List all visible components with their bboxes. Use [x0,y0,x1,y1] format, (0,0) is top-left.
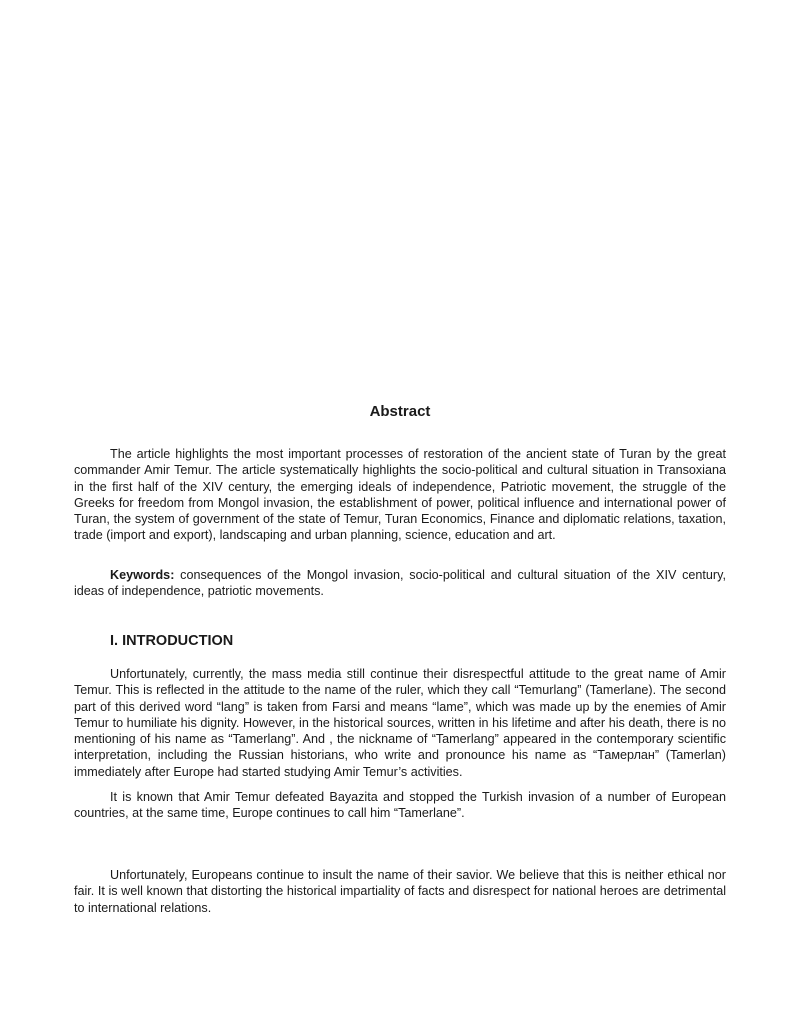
introduction-heading: I. INTRODUCTION [110,633,234,649]
abstract-title: Abstract [369,403,431,420]
keywords-paragraph [74,567,726,600]
introduction-paragraph-3: Unfortunately, Europeans continue to insult the name of their savior. We believe that this is neither ethical nor fair. It is well known that distorting the historical impartiality of facts and disrespect for national heroes are detrimental to international relations. [74,868,726,915]
keywords-label: Keywords: [110,568,175,582]
introduction-paragraph-2: It is known that Amir Temur defeated Bayazita and stopped the Turkish invasion of a number of European countries, at the same time, Europe continues to call him “Tamerlane”. [74,790,726,821]
keywords-text: consequences of the Mongol invasion, socio-political and cultural situation of the XIV century, ideas of independence, patriotic movements. [74,568,726,599]
abstract-paragraph: The article highlights the most important processes of restoration of the ancient state of Turan by the great commander Amir Temur. The article systematically highlights the socio-political and cultural situation in Transoxiana in the first half of the XIV century, the emerging ideals of independence, Patriotic movement, the struggle of the Greeks for freedom from Mongol invasion, the establishment of power, political influence and international power of Turan, the system of government of the state of Temur, Turan Economics, Finance and diplomatic relations, taxation, trade (import and export), landscaping and urban planning, science, education and art. [74,447,726,543]
introduction-paragraph-1: Unfortunately, currently, the mass media still continue their disrespectful attitude to the great name of Amir Temur. This is reflected in the attitude to the name of the ruler, which they call “Temurlang” (Tamerlane). The second part of this derived word “lang” is taken from Farsi and means “lame”, which was made up by the enemies of Amir Temur to humiliate his dignity. However, in the historical sources, written in his lifetime and after his death, there is no mentioning of his name as “Tamerlang”. And , the nickname of “Tamerlang” appeared in the contemporary scientific interpretation, including the Russian historians, who write and pronounce his name as “Тамерлан” (Tamerlan) immediately after Europe had started studying Amir Temur’s activities. [74,667,726,779]
